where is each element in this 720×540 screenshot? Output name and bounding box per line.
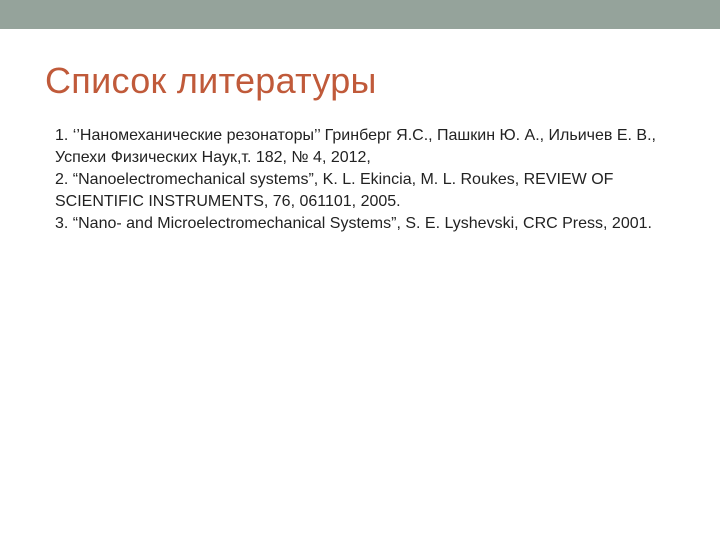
reference-list [55,125,700,235]
reference-item-3: 3. “Nano- and Microelectromechanical Systems”, S. E. Lyshevski, CRC Press, 2001. [55,215,652,232]
reference-item-1: 1. ‘’Наномеханические резонаторы’’ Гринберг Я.С., Пашкин Ю. А., Ильичев Е. В., Успехи Физических Наук,т. 182, № 4, 2012, [55,127,656,166]
reference-item-2: 2. “Nanoelectromechanical systems”, K. L. Ekincia, M. L. Roukes, REVIEW OF SCIENTIFIC INSTRUMENTS, 76, 061101, 2005. [55,171,614,210]
slide-title: Список литературы [45,60,377,101]
top-decorative-bar [0,0,720,29]
